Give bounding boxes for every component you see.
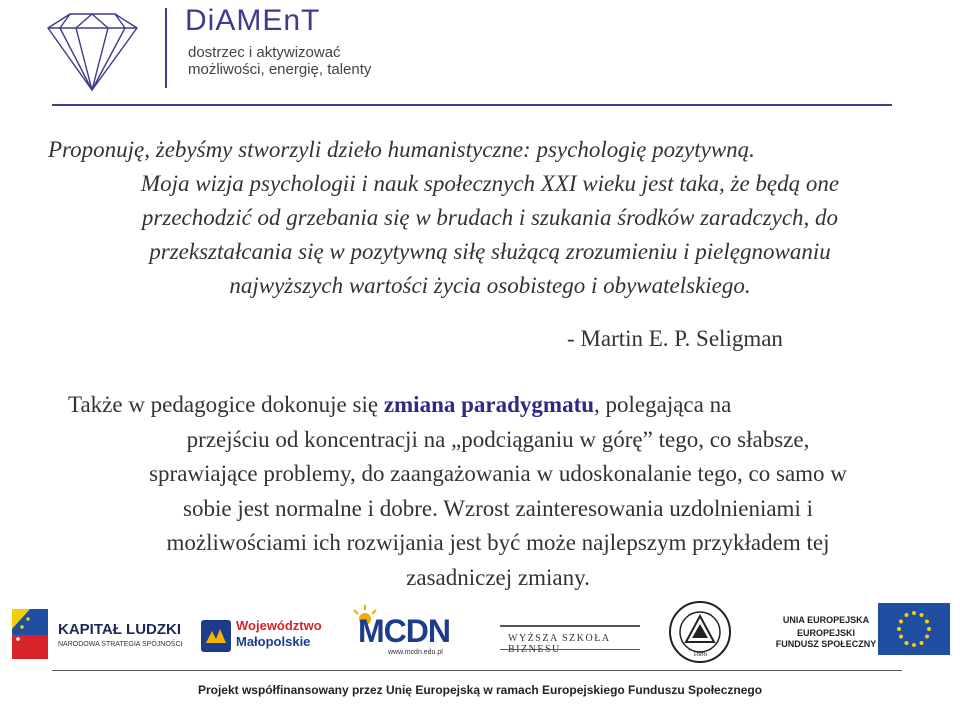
wsb-name: WYŻSZA SZKOŁA: [508, 633, 610, 644]
quote-line: najwyższych wartości życia osobistego i obywatelskiego.: [229, 273, 751, 298]
ue-line3: FUNDUSZ SPOŁECZNY: [775, 639, 877, 649]
mcdn-logo: [348, 605, 458, 655]
malopolskie-line: Małopolskie: [236, 634, 311, 649]
kapital-ludzki-title: KAPITAŁ LUDZKI: [58, 621, 182, 638]
wojewodztwo-malopolskie-logo: [200, 615, 330, 655]
brand-name: DiAMEnT: [185, 4, 321, 37]
footer-funding-note: Projekt współfinansowany przez Unię Europejską w ramach Europejskiego Funduszu Społecznego: [197, 683, 763, 697]
brand-tagline-line2: możliwości, energię, talenty: [188, 61, 372, 78]
ue-line1: UNIA EUROPEJSKA: [782, 615, 870, 625]
quote-attribution: - Martin E. P. Seligman: [567, 326, 783, 351]
paragraph-line: sobie jest normalne i dobre. Wzrost zainteresowania uzdolnieniami i: [183, 495, 813, 521]
eu-flag-icon: [878, 603, 950, 655]
paragraph-line: przejściu od koncentracji na „podciąganiu w górę” tego, co słabsze,: [186, 426, 810, 452]
ue-line2: EUROPEJSKI: [796, 628, 856, 638]
quote-line: Moja wizja psychologii i nauk społecznych XXI wieku jest taka, że będą one: [140, 171, 840, 196]
quote-line: przechodzić od grzebania się w brudach i szukania środków zaradczych, do: [141, 205, 839, 230]
paragraph-text: Także w pedagogice dokonuje się: [68, 392, 384, 417]
kapital-ludzki-emblem-icon: [8, 605, 52, 663]
malopolska-emblem-icon: [200, 619, 232, 653]
diamond-logo-icon: [30, 10, 155, 92]
wojewodztwo-line: Województwo: [236, 618, 322, 633]
paragraph-line: sprawiające problemy, do zaangażowania w udoskonalanie tego, co samo w: [149, 461, 847, 486]
paragraph-line: możliwościami ich rozwijania jest być może najlepszym przykładem tej: [166, 530, 830, 555]
footer-divider: [52, 670, 902, 671]
unia-europejska-efs-logo: [760, 603, 950, 661]
header-divider: [52, 104, 892, 106]
wsb-bottom-rule: [500, 649, 640, 650]
kapital-ludzki-logo: [8, 605, 183, 663]
wyzsza-szkola-biznesu-logo: [500, 625, 640, 655]
quote-line: Proponuję, żebyśmy stworzyli dzieło humanistyczne: psychologię pozytywną.: [48, 137, 755, 162]
paragraph-text: , polegająca na: [594, 392, 732, 417]
seligman-quote: [30, 133, 950, 303]
mcdn-wordmark: MCDN: [358, 613, 450, 649]
paragraph-emphasis: zmiana paradygmatu: [383, 392, 595, 417]
national-louis-university-seal: [668, 600, 732, 664]
kapital-ludzki-subtitle: NARODOWA STRATEGIA SPÓJNOŚCI: [58, 641, 183, 648]
paragraph-line: zasadniczej zmiany.: [406, 564, 590, 590]
mcdn-url: www.mcdn.edu.pl: [388, 649, 443, 656]
wsb-top-rule: [500, 625, 640, 627]
quote-line: przekształcania się w pozytywną siłę służącą zrozumieniu i pielęgnowaniu: [149, 239, 831, 264]
paragraph-line: [48, 388, 948, 423]
brand-tagline-line1: dostrzec i aktywizować: [188, 44, 341, 61]
paradigm-paragraph: [48, 388, 948, 595]
logo-divider: [165, 8, 167, 88]
nlu-year: 1886: [693, 650, 707, 658]
